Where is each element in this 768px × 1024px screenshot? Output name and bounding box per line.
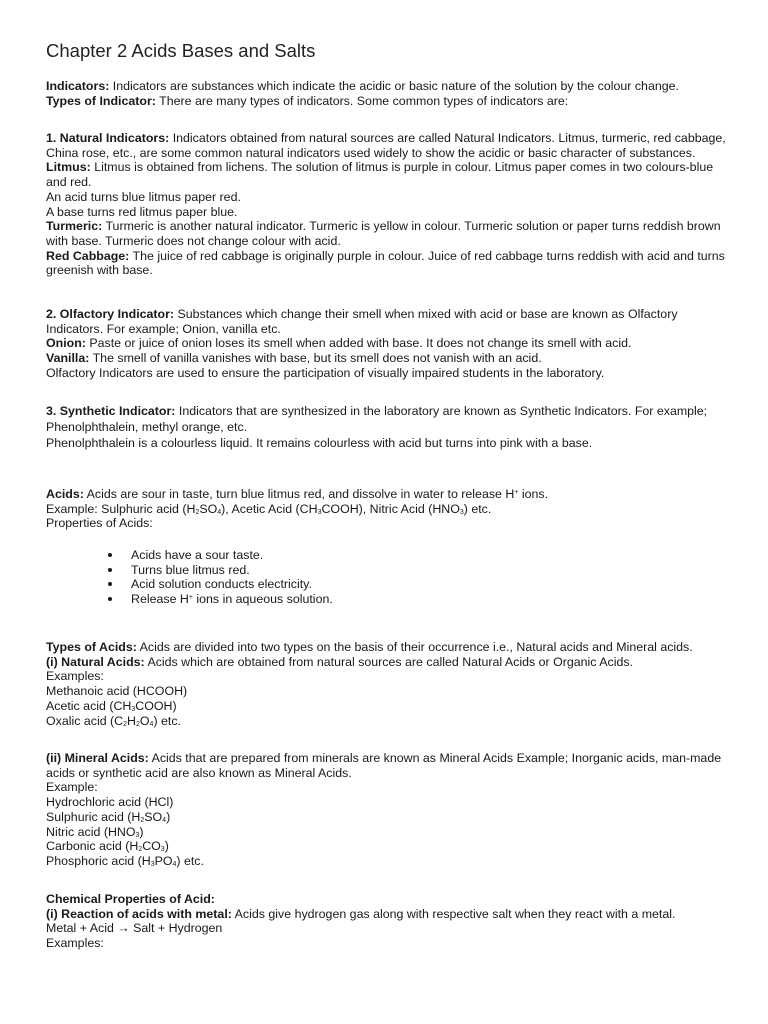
sulphuric-acid: Sulphuric acid $(H_2SO_4)$	[46, 809, 171, 824]
chemical-properties-section	[46, 892, 728, 951]
properties-title: Properties of Acids:	[46, 516, 153, 531]
acids-example: Example: Sulphuric acid $(H_2SO_4)$, Acetic Acid $(CH_3COOH)$, Nitric Acid $(HNO_3)$ etc.	[46, 501, 492, 516]
examples-label: Examples:	[46, 936, 104, 951]
oxalic-acid: Oxalic acid $(C_2H_2O_4)$ etc.	[46, 713, 181, 728]
mineral-acids-definition: (ii) Mineral Acids: Acids that are prepared from minerals are known as Mineral Acids Example; Inorganic acids, man-made acids or synthetic acid are also known as Mineral Acids.	[46, 751, 722, 780]
olfactory-note: Olfactory Indicators are used to ensure the participation of visually impaired students in the laboratory.	[46, 365, 605, 380]
natural-indicators-definition: 1. Natural Indicators: Indicators obtained from natural sources are called Natural Indicators. Litmus, turmeric, red cabbage, China rose, etc., are some common natural indicators used widely to show the acidic or basic character of substances.	[46, 131, 726, 160]
acid-litmus-line: An acid turns blue litmus paper red.	[46, 189, 241, 204]
acids-section	[46, 487, 728, 531]
reaction-equation: Metal + Acid → Salt + Hydrogen	[46, 921, 223, 936]
acetic-acid: Acetic acid $(CH_3COOH)$	[46, 698, 177, 713]
olfactory-indicator-section	[46, 307, 728, 381]
page-title: Chapter 2 Acids Bases and Salts	[46, 40, 316, 61]
base-litmus-line: A base turns red litmus paper blue.	[46, 204, 238, 219]
phenolphthalein-paragraph: Phenolphthalein is a colourless liquid. It remains colourless with acid but turns into pink with a base.	[46, 436, 593, 450]
types-of-indicator: Types of Indicator: There are many types of indicators. Some common types of indicators are:	[46, 93, 569, 108]
example-label: Example:	[46, 780, 98, 795]
examples-label: Examples:	[46, 669, 104, 684]
reaction-with-metal: (i) Reaction of acids with metal: Acids give hydrogen gas along with respective salt when they react with a metal.	[46, 906, 676, 921]
intro-section	[46, 79, 728, 108]
phosphoric-acid: Phosphoric acid $(H_3PO_4)$ etc.	[46, 853, 204, 868]
list-item: Turns blue litmus red.	[46, 563, 728, 578]
indicators-definition: Indicators: Indicators are substances which indicate the acidic or basic nature of the solution by the colour change.	[46, 79, 679, 93]
synthetic-definition: 3. Synthetic Indicator: Indicators that are synthesized in the laboratory are known as Synthetic Indicators. For example; Phenolphthalein, methyl orange, etc.	[46, 404, 708, 434]
turmeric-paragraph: Turmeric: Turmeric is another natural indicator. Turmeric is yellow in colour. Turmeric solution or paper turns reddish brown with base. Turmeric does not change colour with acid.	[46, 219, 721, 248]
mineral-acids-section	[46, 751, 728, 869]
litmus-paragraph: Litmus: Litmus is obtained from lichens. The solution of litmus is purple in colour. Litmus paper comes in two colours-blue and red.	[46, 160, 714, 190]
types-of-acids-definition: Types of Acids: Acids are divided into two types on the basis of their occurrence i.e., Natural acids and Mineral acids.	[46, 640, 693, 654]
carbonic-acid: Carbonic acid $(H_2CO_3)$	[46, 839, 169, 854]
synthetic-indicator-section	[46, 403, 728, 451]
methanoic-acid: Methanoic acid (HCOOH)	[46, 684, 188, 699]
list-item: Acids have a sour taste.	[46, 548, 728, 563]
olfactory-definition: 2. Olfactory Indicator: Substances which change their smell when mixed with acid or base are known as Olfactory Indicators. For example; Onion, vanilla etc.	[46, 307, 678, 336]
hydrochloric-acid: Hydrochloric acid (HCl)	[46, 795, 174, 810]
vanilla-paragraph: Vanilla: The smell of vanilla vanishes with base, but its smell does not vanish with an acid.	[46, 351, 542, 366]
red-cabbage-paragraph: Red Cabbage: The juice of red cabbage is originally purple in colour. Juice of red cabbage turns reddish with acid and turns greenish with base.	[46, 248, 725, 278]
types-of-acids-section	[46, 640, 728, 728]
list-item: Release H+ ions in aqueous solution.	[46, 592, 728, 607]
nitric-acid: Nitric acid $(HNO_3)$	[46, 824, 144, 839]
onion-paragraph: Onion: Paste or juice of onion loses its smell when added with base. It does not change its smell with acid.	[46, 336, 632, 351]
natural-indicators-section	[46, 131, 728, 278]
acids-definition: Acids: Acids are sour in taste, turn blue litmus red, and dissolve in water to release H+ ions.	[46, 487, 549, 501]
list-item: Acid solution conducts electricity.	[46, 577, 728, 592]
acid-properties-list	[46, 548, 728, 607]
natural-acids-definition: (i) Natural Acids: Acids which are obtained from natural sources are called Natural Acids or Organic Acids.	[46, 654, 633, 669]
chemical-properties-title: Chemical Properties of Acid:	[46, 892, 215, 906]
